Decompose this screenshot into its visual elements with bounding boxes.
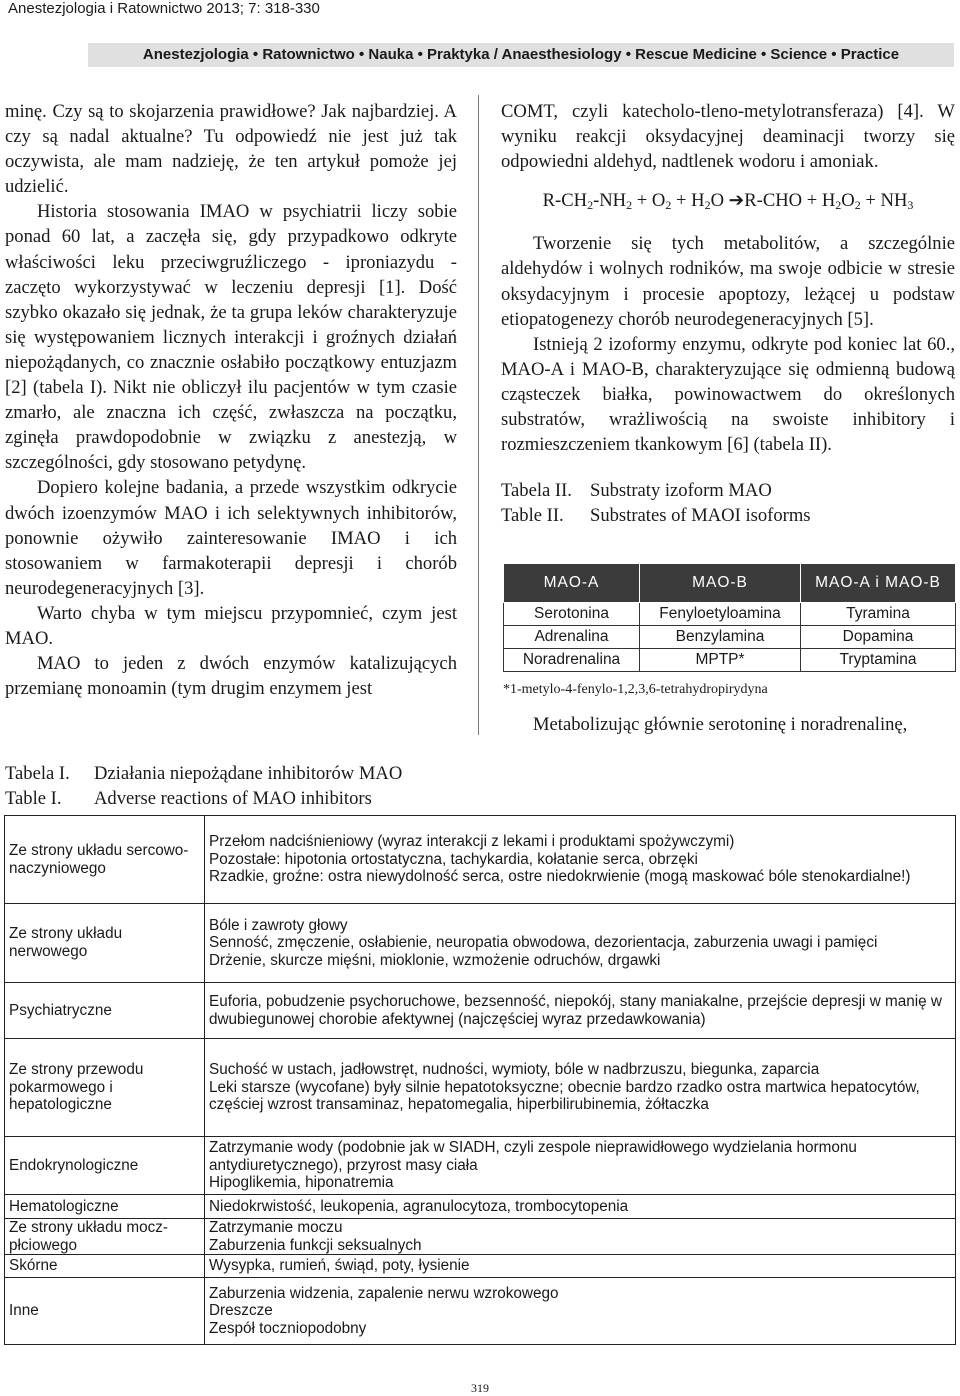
chemical-equation: $R-CH_2-NH_2 + O_2 + H_2O$ ➔R-CHO + $H_2O_2 + NH_3$ (542, 190, 914, 213)
reaction-line: Euforia, pobudzenie psychoruchowe, bezsenność, niepokój, stany maniakalne, przejście depresji w manię w dwubiegunowej chorobie afektywnej (najczęściej wyraz przedawkowania) (209, 992, 942, 1028)
table-cell: Benzylamina (640, 626, 801, 649)
table-row (5, 983, 956, 1039)
table-row (5, 1219, 956, 1255)
arrow-icon: ➔ (728, 190, 745, 212)
paragraph: Warto chyba w tym miejscu przypomnieć, czym jest MAO. (5, 602, 457, 649)
table2-footnote: *1-metylo-4-fenylo-1,2,3,6-tetrahydropirydyna (503, 682, 768, 697)
paragraph: minę. Czy są to skojarzenia prawidłowe? Jak najbardziej. A czy są nadal aktualne? Tu odpowiedź nie jest już tak oczywista, ale mam nadzieję, że ten artykuł pomoże jej udzielić. (5, 101, 457, 198)
table-row (5, 1039, 956, 1137)
reactions-cell (205, 1255, 956, 1278)
reactions-cell (205, 983, 956, 1039)
category-cell: Ze strony układu mocz-płciowego (5, 1219, 205, 1255)
reaction-line: Zaburzenia widzenia, zapalenie nerwu wzrokowego (209, 1284, 559, 1302)
table-cell: Fenyloetyloamina (640, 603, 801, 626)
reactions-cell (205, 1195, 956, 1219)
category-cell: Endokrynologiczne (5, 1137, 205, 1195)
reaction-line: Zatrzymanie moczu (209, 1219, 343, 1236)
table-row (5, 1255, 956, 1278)
reaction-line: Drżenie, skurcze mięśni, mioklonie, wzmożenie odruchów, drgawki (209, 951, 661, 969)
table-cell: MPTP* (640, 649, 801, 672)
paragraph: COMT, czyli katecholo-tleno-metylotransferaza) [4]. W wyniku reakcji oksydacyjnej deaminacji tworzy się odpowiedni aldehyd, nadtlenek wodoru i amoniak. (501, 101, 955, 173)
reactions-cell (205, 1278, 956, 1345)
reaction-line: Dreszcze (209, 1302, 273, 1320)
table-cell: Adrenalina (504, 626, 640, 649)
table-substrates (503, 563, 956, 672)
reaction-line: Pozostałe: hipotonia ortostatyczna, tachykardia, kołatanie serca, obrzęki (209, 850, 698, 868)
table-cell: Tryptamina (801, 649, 956, 672)
reactions-cell (205, 1137, 956, 1195)
table-adverse-reactions (4, 815, 956, 1345)
paragraph: Metabolizując głównie serotoninę i noradrenalinę, (533, 714, 908, 735)
reactions-cell (205, 1039, 956, 1137)
column-header: MAO-B (640, 564, 801, 603)
journal-banner: Anestezjologia • Ratownictwo • Nauka • Praktyka / Anaesthesiology • Rescue Medicine • Science • Practice (88, 43, 954, 67)
table-row (5, 1195, 956, 1219)
reaction-line: Suchość w ustach, jadłowstręt, nudności, wymioty, bóle w nadbrzuszu, biegunka, zaparcia (209, 1061, 820, 1079)
paragraph: Tworzenie się tych metabolitów, a szczególnie aldehydów i wolnych rodników, ma swoje odbicie w stresie oksydacyjnym i procesie apoptozy, leżącej u podstaw etiopatogenezy chorób neurodegeneracyjnych [5]. (501, 233, 955, 330)
table-row (504, 603, 956, 626)
category-cell: Ze strony przewodu pokarmowego i hepatologiczne (5, 1039, 205, 1137)
table-row (5, 904, 956, 983)
table-cell: Noradrenalina (504, 649, 640, 672)
table-row (504, 649, 956, 672)
left-column (5, 99, 457, 701)
table-row (504, 626, 956, 649)
reaction-line: Przełom nadciśnieniowy (wyraz interakcji z lekami i produktami spożywczymi) (209, 833, 735, 851)
reaction-line: Wysypka, rumień, świąd, poty, łysienie (209, 1257, 470, 1275)
paragraph: Dopiero kolejne badania, a przede wszystkim odkrycie dwóch izoenzymów MAO i ich selektywnych inhibitorów, ponownie ożywiło zainteresowanie IMAO i ich stosowaniem w farmakoterapii depresji i chorób neurodegeneracyjnych [3]. (5, 477, 457, 599)
paragraph: Istnieją 2 izoformy enzymu, odkryte pod koniec lat 60., MAO-A i MAO-B, charakteryzujące się odmienną budową cząsteczek białka, powinowactwem do określonych substratów, wrażliwością na swoiste inhibitory i rozmieszczeniem tkankowym [6] (tabela II). (501, 333, 955, 456)
table2-caption: Tabela II. Substraty izoform MAO Table II. Substrates of MAOI isoforms (501, 480, 811, 527)
table-cell: Serotonina (504, 603, 640, 626)
right-column-continued (501, 712, 955, 737)
table-row (5, 1137, 956, 1195)
table-cell: Dopamina (801, 626, 956, 649)
category-cell: Psychiatryczne (5, 983, 205, 1039)
reaction-line: Niedokrwistość, leukopenia, agranulocytoza, trombocytopenia (209, 1197, 629, 1215)
category-cell: Skórne (5, 1255, 205, 1278)
category-cell: Inne (5, 1278, 205, 1345)
paragraph: Historia stosowania IMAO w psychiatrii liczy sobie ponad 60 lat, a zaczęła się, gdy przypadkowo odkryte właściwości leku przeciwgruźliczego - iproniazydu - zaczęto wykorzystywać w leczeniu depresji [1]. Dość szybko okazało się jednak, że ta grupa leków charakteryzuje się występowaniem licznych interakcji i groźnych działań niepożądanych, co znacznie osłabiło początkowy entuzjazm [2] (tabela I). Nikt nie obliczył ilu pacjentów w tym czasie zmarło, ale znaczna ich część, zwłaszcza na początku, zginęła prawdopodobnie w związku z anestezją, w szczególności, gdy stosowano petydynę. (5, 201, 457, 474)
reaction-line: Bóle i zawroty głowy (209, 916, 348, 934)
column-header: MAO-A (504, 564, 640, 603)
reaction-line: Senność, zmęczenie, osłabienie, neuropatia obwodowa, dezorientacja, zaburzenia uwagi i pamięci (209, 934, 878, 952)
table-header-row (504, 564, 956, 603)
reactions-cell (205, 816, 956, 904)
reactions-cell (205, 904, 956, 983)
column-divider (478, 95, 479, 735)
category-cell: Ze strony układu sercowo-naczyniowego (5, 816, 205, 904)
right-column (501, 99, 955, 528)
table-row (5, 816, 956, 904)
reaction-line: Leki starsze (wycofane) były silnie hepatotoksyczne; obecnie bardzo rzadko ostra martwica hepatocytów, częściej wzrost transaminaz, hepatomegalia, hiperbilirubinemia, żółtaczka (209, 1078, 920, 1114)
table1-caption: Tabela I. Działania niepożądane inhibitorów MAO Table I. Adverse reactions of MAO inhibitors (5, 763, 403, 809)
table-row (5, 1278, 956, 1345)
column-header: MAO-A i MAO-B (801, 564, 956, 603)
category-cell: Ze strony układu nerwowego (5, 904, 205, 983)
reaction-line: Zespół toczniopodobny (209, 1319, 367, 1337)
reaction-line: Zaburzenia funkcji seksualnych (209, 1236, 422, 1254)
table-cell: Tyramina (801, 603, 956, 626)
paragraph: MAO to jeden z dwóch enzymów katalizujących przemianę monoamin (tym drugim enzymem jest (5, 653, 457, 700)
page-number: 319 (471, 1381, 489, 1395)
journal-reference: Anestezjologia i Ratownictwo 2013; 7: 318-330 (8, 0, 320, 17)
reactions-cell (205, 1219, 956, 1255)
category-cell: Hematologiczne (5, 1195, 205, 1219)
reaction-line: Rzadkie, groźne: ostra niewydolność serca, ostre niedokrwienie (mogą maskować bóle stenokardialne!) (209, 868, 911, 886)
reaction-line: Hipoglikemia, hiponatremia (209, 1174, 394, 1192)
reaction-line: Zatrzymanie wody (podobnie jak w SIADH, czyli zespole nieprawidłowego wydzielania hormonu antydiuretycznego), przyrost masy ciała (209, 1139, 857, 1174)
